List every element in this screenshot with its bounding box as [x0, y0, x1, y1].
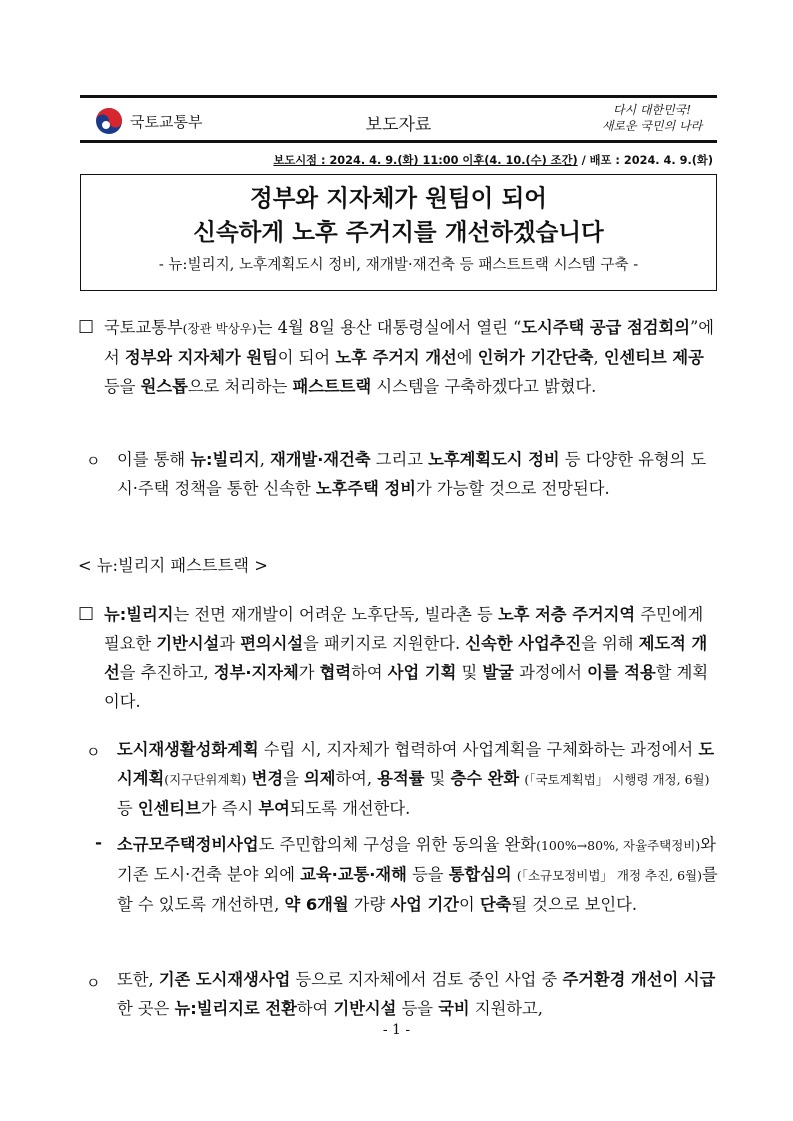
- section-heading: < 뉴:빌리지 패스트트랙 >: [78, 556, 268, 575]
- body-text: ,: [259, 450, 271, 469]
- press-header: [80, 95, 717, 143]
- emphasis-text: 단축: [479, 895, 512, 914]
- body-text: ”에서: [104, 318, 714, 367]
- title-line-1: 정부와 지자체가 원팀이 되어: [250, 184, 547, 212]
- body-text: 할 계획이다.: [104, 663, 709, 711]
- body-text: 와 기존 도시·건축 분야 외에: [117, 835, 716, 884]
- doc-type: 보도자료: [365, 115, 432, 135]
- emphasis-text: 신속한 사업추진: [465, 634, 582, 653]
- emphasis-text: 의제: [303, 769, 336, 788]
- distribution-date: / 배포 : 2024. 4. 9.(화): [577, 154, 713, 167]
- emphasis-text: 국비: [438, 999, 470, 1018]
- emphasis-text: 층수 완화: [450, 769, 520, 788]
- emphasis-text: 주거환경 개선이 시급: [562, 970, 716, 989]
- body-text: 등을: [104, 377, 141, 396]
- embargo-time: 보도시점 : 2024. 4. 9.(화) 11:00 이후(4. 10.(수) 조간): [273, 154, 578, 167]
- title-line-2: 신속하게 노후 주거지를 개선하겠습니다: [193, 218, 604, 246]
- emphasis-text: 소규모주택정비사업: [117, 835, 259, 854]
- body-text: 가량: [348, 895, 391, 914]
- emphasis-text: 기반시설: [333, 999, 397, 1018]
- body-text: 과정에서: [513, 663, 588, 682]
- body-text: 가 즉시: [200, 799, 259, 818]
- paragraph-4: [117, 735, 719, 823]
- paragraph-5: [117, 830, 719, 919]
- emphasis-text: 노후 저층 주거지역: [497, 605, 636, 624]
- body-text: 에: [456, 348, 478, 367]
- emphasis-text: 발굴: [482, 663, 514, 682]
- body-text: 하여,: [335, 769, 378, 788]
- body-text: 도 주민합의체 구성을 위한 동의율 완화: [258, 835, 537, 854]
- emphasis-text: 제도적 개선: [104, 634, 708, 682]
- ministry-name: 국토교통부: [130, 112, 203, 131]
- slogan-line-2: 새로운 국민의 나라: [601, 119, 703, 133]
- body-text: (100%→80%, 자율주택정비): [536, 838, 701, 853]
- body-text: 등을: [396, 999, 439, 1018]
- body-text: 이 되어: [277, 348, 336, 367]
- emphasis-text: 노후계획도시 정비: [428, 450, 560, 469]
- emphasis-text: 약 6개월: [284, 895, 349, 914]
- body-text: (「소규모정비법」 개정 추진, 6월): [516, 868, 703, 883]
- emphasis-text: 용적률: [377, 769, 425, 788]
- body-text: 으로 처리하는: [187, 377, 293, 396]
- slogan: [593, 102, 711, 134]
- body-text: 과: [219, 634, 241, 653]
- body-text: 지원하고,: [469, 999, 543, 1018]
- circle-bullet: ㅇ: [86, 974, 101, 992]
- body-text: 하여: [351, 663, 388, 682]
- emphasis-text: 인허가 기간단축: [477, 348, 594, 367]
- body-text: 및: [456, 663, 483, 682]
- body-text: 수립 시, 지자체가 협력하여 사업계획을 구체화하는 과정에서: [258, 740, 699, 759]
- body-text: 를 할 수 있도록 개선하면,: [117, 865, 718, 914]
- emphasis-text: 통합심의: [448, 865, 512, 884]
- body-text: 될 것으로 보인다.: [511, 895, 638, 914]
- circle-bullet: ㅇ: [86, 743, 101, 761]
- paragraph-3: [104, 600, 719, 716]
- dash-bullet: -: [95, 833, 103, 853]
- body-text: 또한,: [117, 970, 159, 989]
- body-text: 이: [459, 895, 480, 914]
- emphasis-text: 정부·지자체: [213, 663, 299, 682]
- body-text: 는 전면 재개발이 어려운 노후단독, 빌라촌 등: [173, 605, 498, 624]
- body-text: 하여: [296, 999, 334, 1018]
- title-box: [80, 174, 717, 291]
- emphasis-text: 편의시설: [240, 634, 304, 653]
- emphasis-text: 뉴:빌리지: [104, 605, 174, 624]
- emphasis-text: 재개발·재건축: [270, 450, 371, 469]
- box-bullet: □: [78, 316, 95, 336]
- emphasis-text: 도시재생활성화계획: [117, 740, 259, 759]
- emphasis-text: 교육·교통·재해: [300, 865, 407, 884]
- paragraph-6: [117, 965, 719, 1023]
- emphasis-text: 기반시설: [156, 634, 220, 653]
- slogan-line-1: 다시 대한민국!: [612, 103, 692, 117]
- emphasis-text: 인센티브 제공: [603, 348, 704, 367]
- emphasis-text: 도시계획: [117, 740, 715, 788]
- release-info: [273, 152, 713, 168]
- emphasis-text: 뉴:빌리지로 전환: [174, 999, 297, 1018]
- page-number: - 1 -: [382, 1022, 411, 1038]
- emphasis-text: 인센티브: [137, 799, 201, 818]
- paragraph-1: [104, 313, 719, 401]
- body-text: 주민에게 필요한: [104, 605, 704, 653]
- body-text: 는 4월 8일 용산 대통령실에서 열린 “: [256, 318, 522, 337]
- emphasis-text: 기존 도시재생사업: [158, 970, 291, 989]
- circle-bullet: ㅇ: [86, 452, 101, 470]
- emphasis-text: 이를 적용: [587, 663, 656, 682]
- box-bullet: □: [78, 603, 95, 623]
- body-text: (장관 박상우): [182, 321, 257, 336]
- emphasis-text: 도시주택 공급 점검회의: [521, 318, 690, 337]
- body-text: 등으로 지자체에서 검토 중인 사업 중: [290, 970, 563, 989]
- body-text: 을: [283, 769, 304, 788]
- body-text: 한 곳은: [117, 999, 175, 1018]
- emphasis-text: 사업 기획: [387, 663, 457, 682]
- body-text: 시스템을 구축하겠다고 밝혔다.: [371, 377, 597, 396]
- emphasis-text: 패스트트랙: [292, 377, 372, 396]
- body-text: (「국토계획법」 시행령 개정, 6월): [524, 772, 710, 787]
- emphasis-text: 노후주택 정비: [315, 479, 416, 498]
- body-text: 및: [424, 769, 451, 788]
- body-text: 이를 통해: [117, 450, 191, 469]
- body-text: 그리고: [370, 450, 429, 469]
- emphasis-text: 노후 주거지 개선: [335, 348, 457, 367]
- body-text: 을 추진하고,: [119, 663, 214, 682]
- body-text: 을 패키지로 지원한다.: [303, 634, 466, 653]
- emphasis-text: 부여: [258, 799, 290, 818]
- emphasis-text: 변경: [251, 769, 284, 788]
- body-text: 등 다양한 유형의 도시·주택 정책을 통한 신속한: [117, 450, 707, 498]
- body-text: 가 가능할 것으로 전망된다.: [415, 479, 610, 498]
- body-text: 국토교통부: [104, 318, 183, 337]
- body-text: 등을: [406, 865, 449, 884]
- emphasis-text: 사업 기간: [390, 895, 460, 914]
- subtitle: - 뉴:빌리지, 노후계획도시 정비, 재개발·재건축 등 패스트트랙 시스템 구축 -: [158, 256, 639, 273]
- emphasis-text: 정부와 지자체가 원팀: [124, 348, 278, 367]
- emphasis-text: 원스톱: [140, 377, 188, 396]
- emphasis-text: 협력: [319, 663, 352, 682]
- body-text: 등: [117, 799, 138, 818]
- body-text: 되도록 개선한다.: [289, 799, 411, 818]
- emphasis-text: 뉴:빌리지: [190, 450, 260, 469]
- body-text: 을 위해: [581, 634, 639, 653]
- body-text: (지구단위계획): [164, 772, 247, 787]
- body-text: 가: [298, 663, 320, 682]
- paragraph-2: [117, 445, 719, 503]
- body-text: ,: [593, 348, 604, 367]
